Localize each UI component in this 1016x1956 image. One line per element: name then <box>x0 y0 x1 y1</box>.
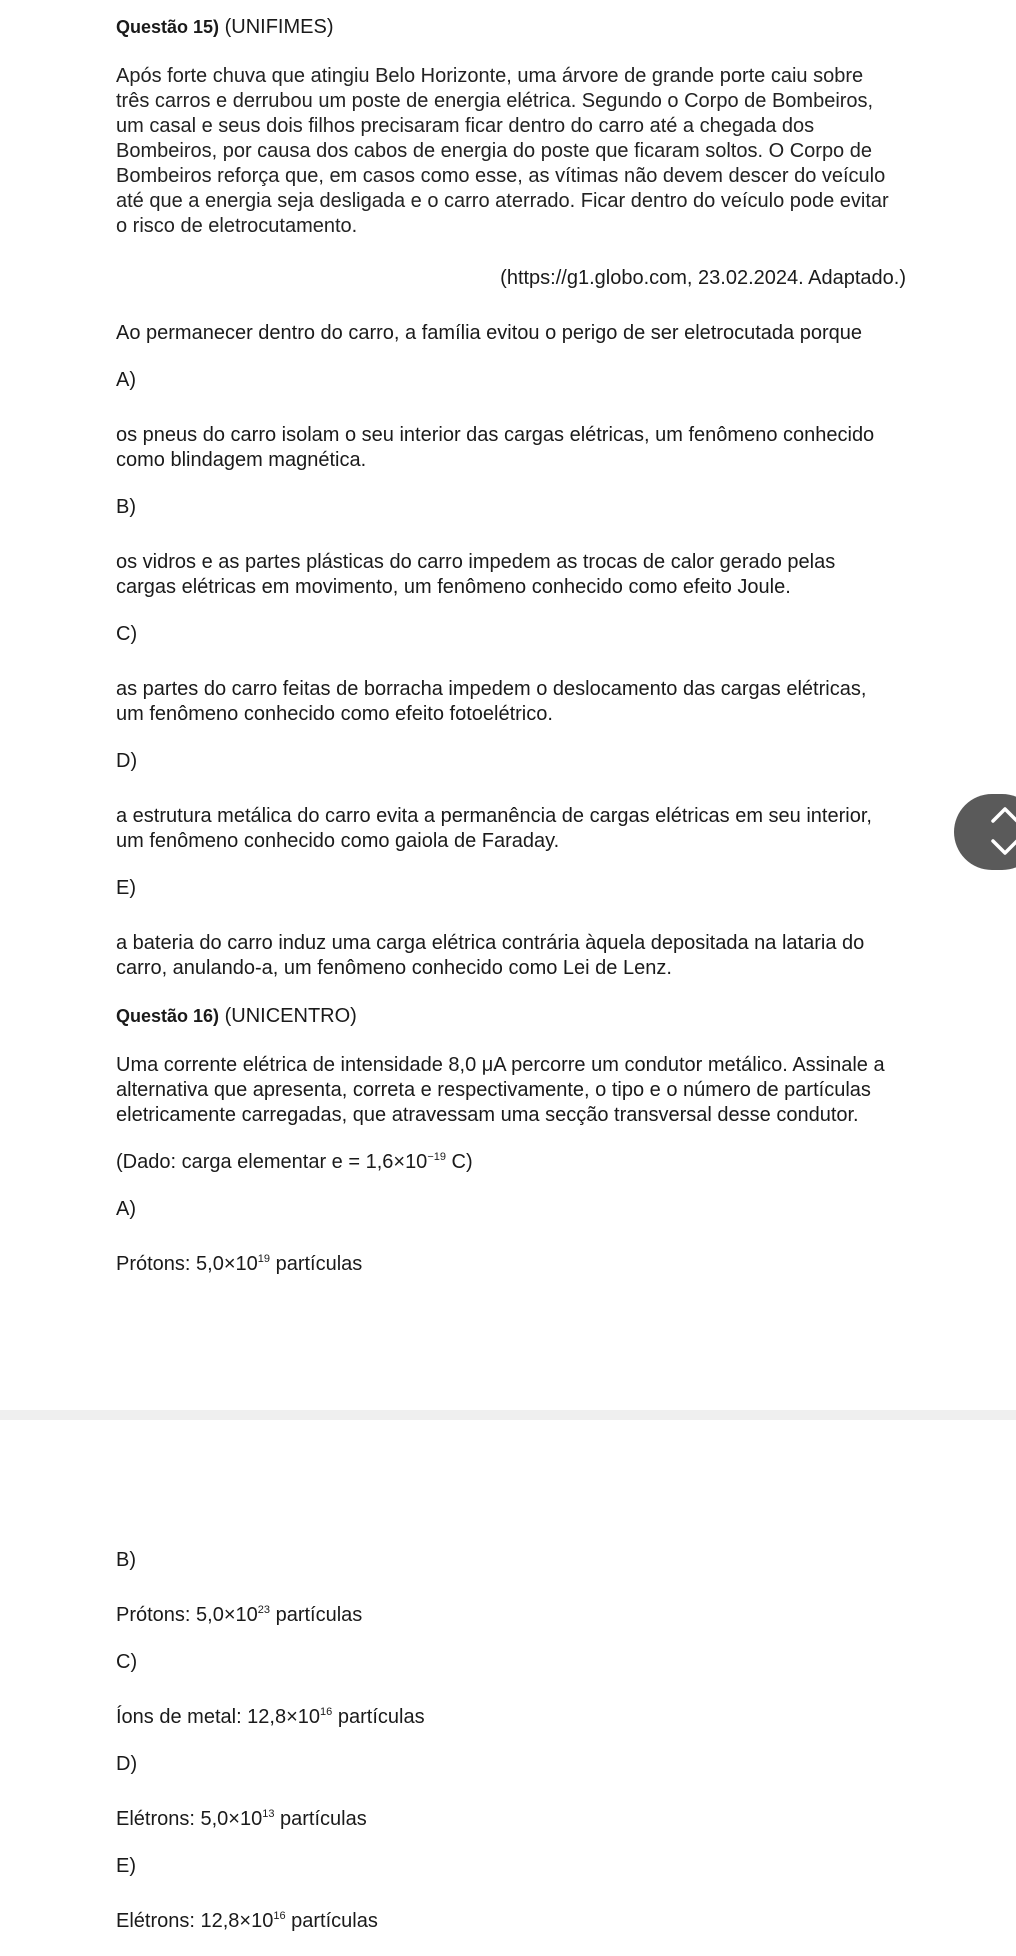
q16-option-b-exponent: 23 <box>257 1604 271 1616</box>
question-content <box>116 14 906 1299</box>
q16-option-e-text[interactable] <box>116 1909 896 1934</box>
chevron-down-icon[interactable] <box>990 838 1016 858</box>
given-data-suffix: C) <box>445 1151 473 1173</box>
q15-option-c-letter[interactable]: C) <box>116 623 138 645</box>
q16-option-b-prefix: Prótons: 5,0×10 <box>116 1604 258 1626</box>
q16-option-c-suffix: partículas <box>332 1706 425 1728</box>
question-15-passage: Após forte chuva que atingiu Belo Horizonte, uma árvore de grande porte caiu sobre três carros e derrubou um poste de energia elétrica. Segundo o Corpo de Bombeiros, um casal e seus dois filhos precisaram ficar dentro do carro até a chegada dos Bombeiros, por causa dos cabos de energia do poste que ficaram soltos. O Corpo de Bombeiros reforça que, em casos como esse, as vítimas não devem descer do veículo até que a energia seja desligada e o carro aterrado. Ficar dentro do veículo pode evitar o risco de eletrocutamento. <box>116 65 889 237</box>
question-15-stem: Ao permanecer dentro do carro, a família evitou o perigo de ser eletrocutada porque <box>116 322 862 344</box>
question-15-source-tag: (UNIFIMES) <box>224 16 334 38</box>
q16-option-b-letter[interactable]: B) <box>116 1549 136 1571</box>
scroll-navigation-pill <box>954 794 1016 870</box>
q15-option-c-text[interactable]: as partes do carro feitas de borracha impedem o deslocamento das cargas elétricas, um fenômeno conhecido como efeito fotoelétrico. <box>116 678 867 725</box>
given-data-prefix: (Dado: carga elementar e = 1,6×10 <box>116 1151 428 1173</box>
q16-option-a-letter[interactable]: A) <box>116 1198 136 1220</box>
q16-option-d-exponent: 13 <box>262 1808 275 1820</box>
q15-option-b-letter[interactable]: B) <box>116 496 136 518</box>
q16-option-d-letter[interactable]: D) <box>116 1753 138 1775</box>
question-16-number: Questão 16) <box>116 1006 220 1026</box>
q15-option-d-letter[interactable]: D) <box>116 750 138 772</box>
q16-option-d-text[interactable] <box>116 1807 896 1832</box>
question-15-citation: (https://g1.globo.com, 23.02.2024. Adaptado.) <box>500 267 906 289</box>
page-break-divider <box>0 1410 1016 1420</box>
q15-option-e-text[interactable]: a bateria do carro induz uma carga elétrica contrária àquela depositada na lataria do carro, anulando-a, um fenômeno conhecido como Lei de Lenz. <box>116 932 865 979</box>
given-data-exponent: −19 <box>427 1151 446 1163</box>
q16-option-c-prefix: Íons de metal: 12,8×10 <box>116 1706 321 1728</box>
q15-option-b-text[interactable]: os vidros e as partes plásticas do carro impedem as trocas de calor gerado pelas cargas elétricas em movimento, um fenômeno conhecido como efeito Joule. <box>116 551 836 598</box>
question-16-given-data <box>116 1150 896 1175</box>
q16-option-a-exponent: 19 <box>257 1253 271 1265</box>
q16-option-e-exponent: 16 <box>273 1910 286 1922</box>
q16-option-a-suffix: partículas <box>270 1253 363 1275</box>
q16-option-e-suffix: partículas <box>285 1910 378 1932</box>
q16-option-c-letter[interactable]: C) <box>116 1651 138 1673</box>
q16-option-b-suffix: partículas <box>270 1604 363 1626</box>
question-16-source-tag: (UNICENTRO) <box>224 1005 357 1027</box>
q15-option-a-text[interactable]: os pneus do carro isolam o seu interior das cargas elétricas, um fenômeno conhecido como blindagem magnética. <box>116 424 875 471</box>
chevron-up-icon[interactable] <box>990 804 1016 824</box>
q15-option-e-letter[interactable]: E) <box>116 877 136 899</box>
question-15-title <box>116 14 896 40</box>
q15-option-d-text[interactable]: a estrutura metálica do carro evita a permanência de cargas elétricas em seu interior, um fenômeno conhecido como gaiola de Faraday. <box>116 805 872 852</box>
q16-option-d-prefix: Elétrons: 5,0×10 <box>116 1808 263 1830</box>
q16-option-a-text[interactable] <box>116 1252 896 1277</box>
q16-option-c-exponent: 16 <box>320 1706 333 1718</box>
question-16-title <box>116 1003 896 1029</box>
q16-option-a-prefix: Prótons: 5,0×10 <box>116 1253 258 1275</box>
q16-option-b-text[interactable] <box>116 1603 896 1628</box>
q15-option-a-letter[interactable]: A) <box>116 369 136 391</box>
question-16-options-continued <box>116 1548 896 1956</box>
q16-option-c-text[interactable] <box>116 1705 896 1730</box>
q16-option-e-prefix: Elétrons: 12,8×10 <box>116 1910 274 1932</box>
question-16-stem: Uma corrente elétrica de intensidade 8,0 μA percorre um condutor metálico. Assinale a alternativa que apresenta, correta e respectivamente, o tipo e o número de partículas eletricamente carregadas, que atravessam uma secção transversal desse condutor. <box>116 1054 885 1126</box>
q16-option-d-suffix: partículas <box>274 1808 367 1830</box>
question-15-number: Questão 15) <box>116 17 220 37</box>
q16-option-e-letter[interactable]: E) <box>116 1855 136 1877</box>
